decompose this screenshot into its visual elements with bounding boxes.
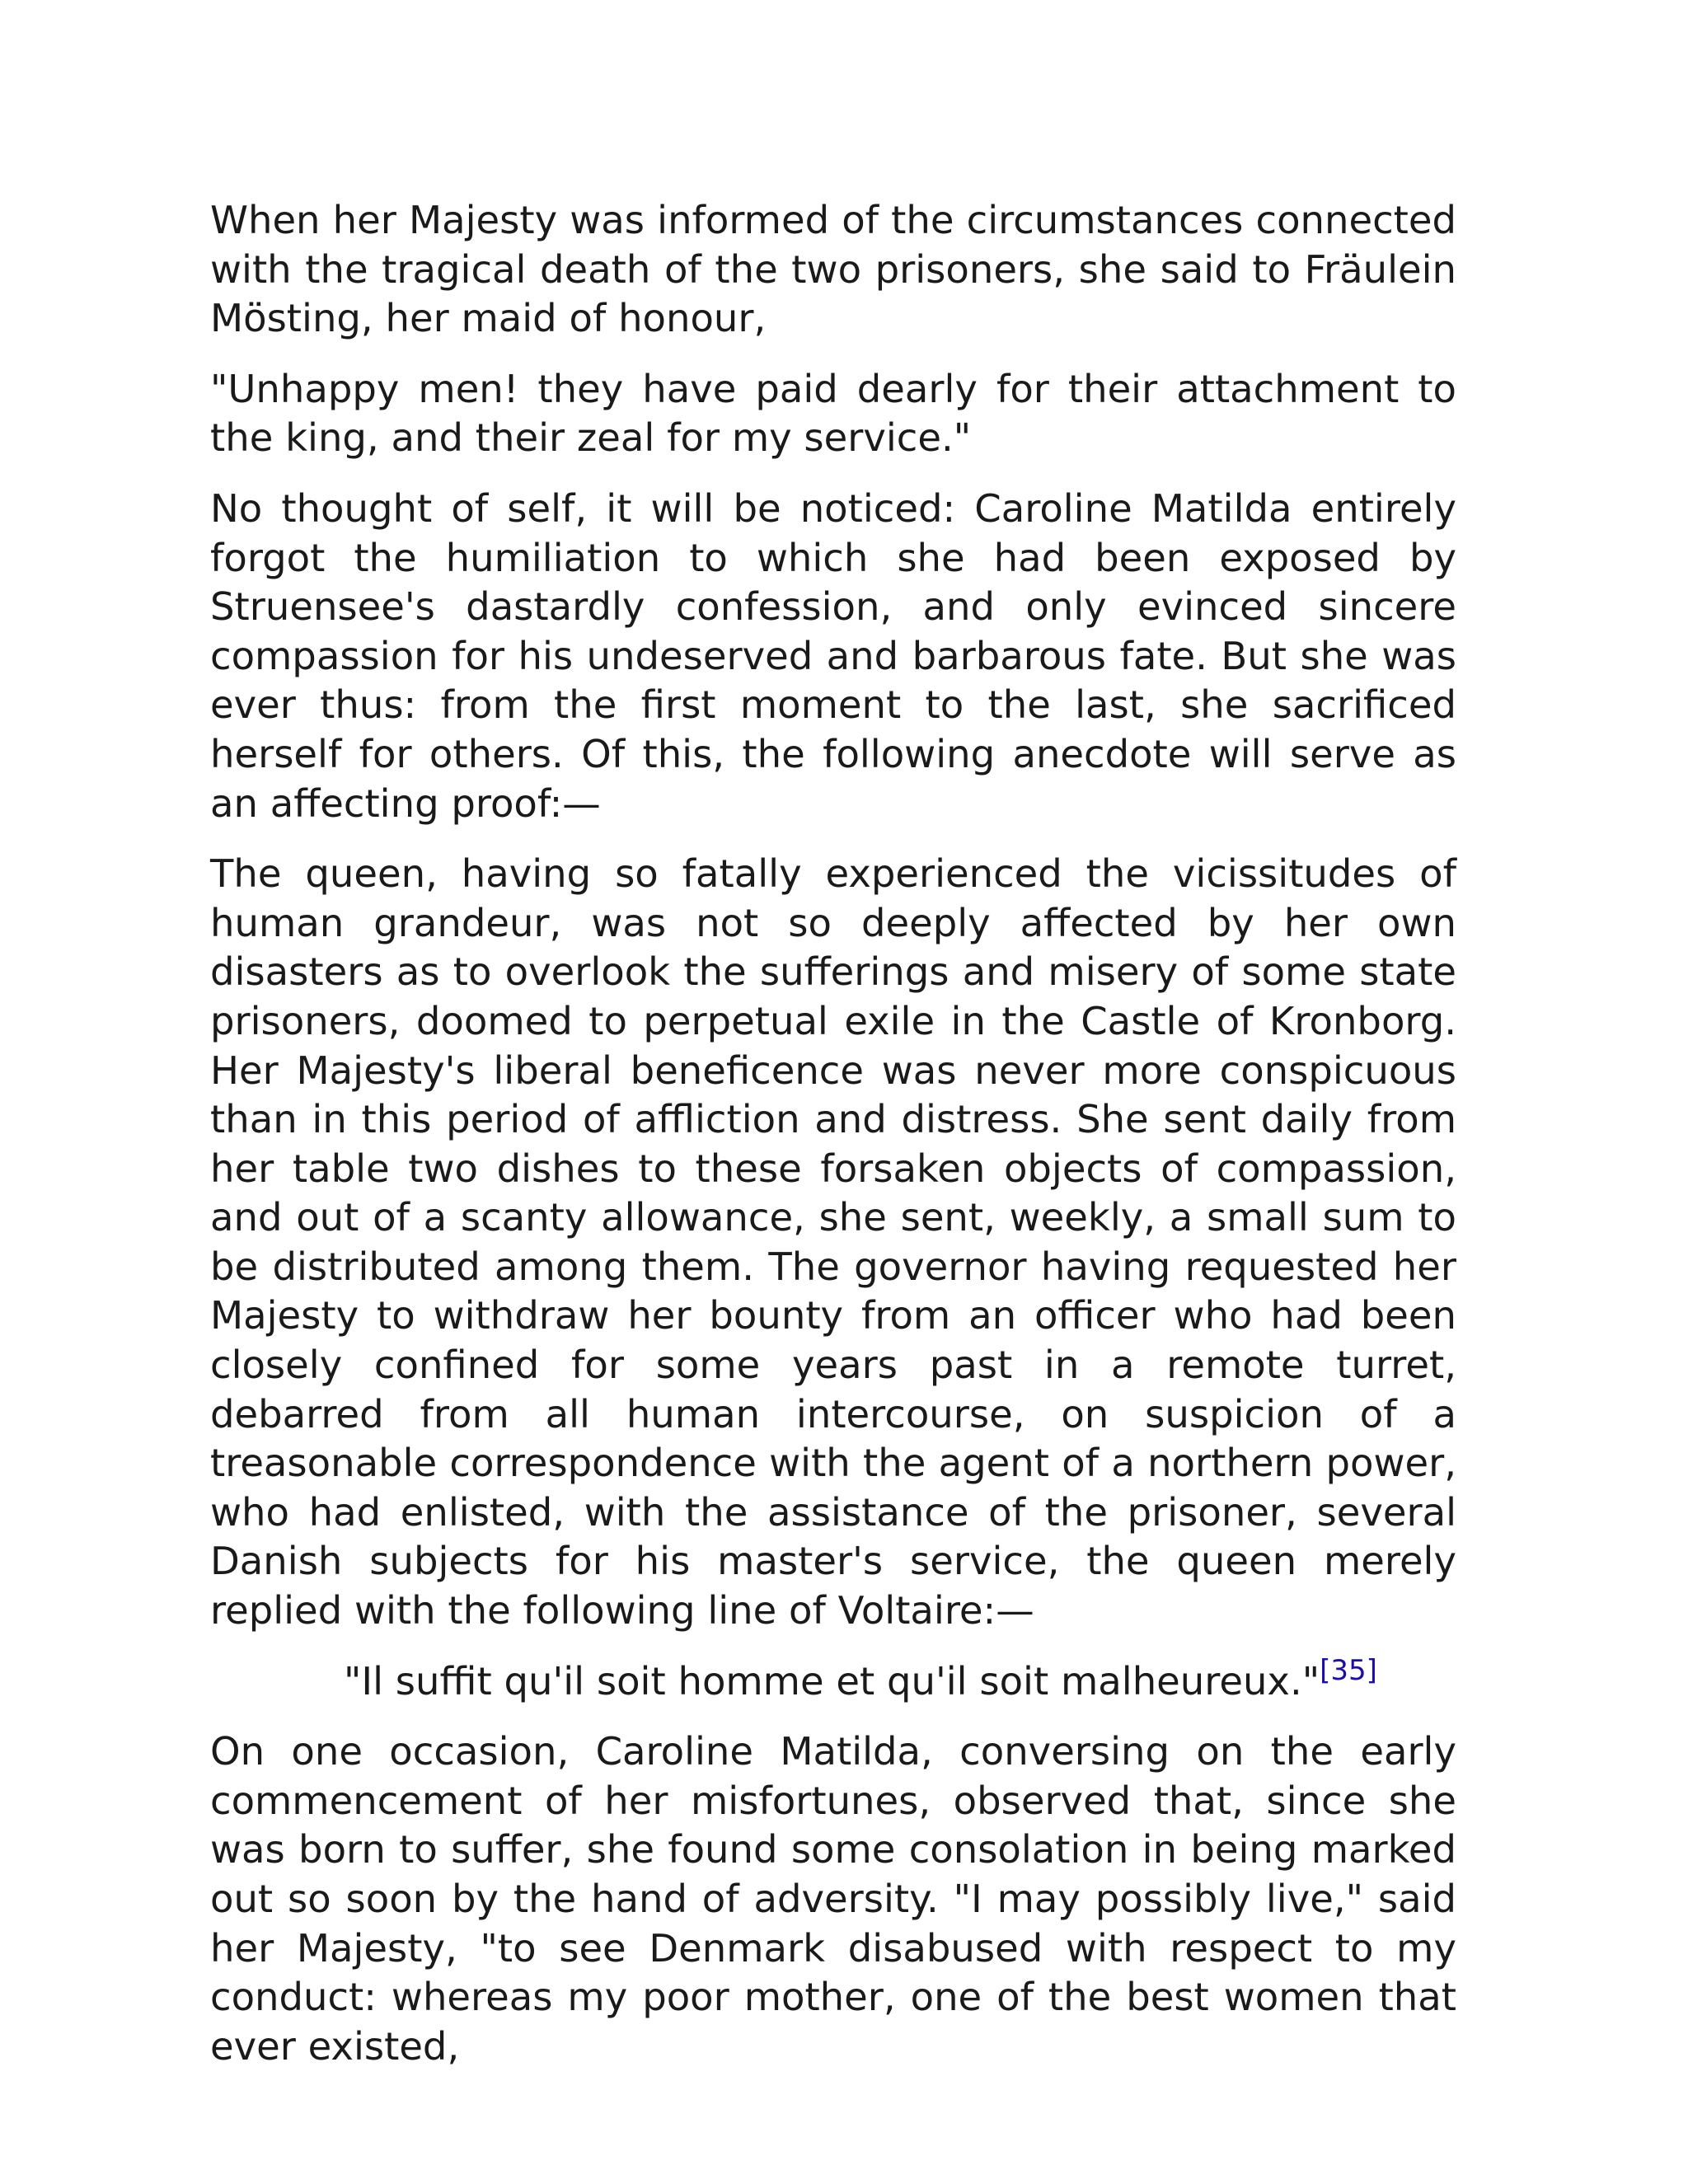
voltaire-quote-text: "Il suffit qu'il soit homme et qu'il soit malheureux." [344, 1658, 1320, 1704]
voltaire-quote [210, 1653, 1456, 1707]
paragraph-majesty-informed: When her Majesty was informed of the circumstances connected with the tragical death of the two prisoners, she said to Fräulein Mösting, her maid of honour, [210, 198, 1456, 341]
paragraph-queen-prisoners: The queen, having so fatally experienced the vicissitudes of human grandeur, was not so deeply affected by her own disasters as to overlook the sufferings and misery of some state prisoners, doomed to perpetual exile in the Castle of Kronborg. Her Majesty's liberal beneficence was never more conspicuous than in this period of affliction and distress. She sent daily from her table two dishes to these forsaken objects of compassion, and out of a scanty allowance, she sent, weekly, a small sum to be distributed among them. The governor having requested her Majesty to withdraw her bounty from an officer who had been closely confined for some years past in a remote turret, debarred from all human intercourse, on suspicion of a treasonable correspondence with the agent of a northern power, who had enlisted, with the assistance of the prisoner, several Danish subjects for his master's service, the queen merely replied with the following line of Voltaire:— [210, 851, 1456, 1633]
paragraph-unhappy-men-quote: "Unhappy men! they have paid dearly for their attachment to the king, and their zeal for my service." [210, 366, 1456, 461]
page-body [210, 196, 1456, 2093]
paragraph-no-thought-of-self: No thought of self, it will be noticed: Caroline Matilda entirely forgot the humiliation to which she had been exposed by Struensee's dastardly confession, and only evinced sincere compassion for his undeserved and barbarous fate. But she was ever thus: from the first moment to the last, she sacrificed herself for others. Of this, the following anecdote will serve as an affecting proof:— [210, 485, 1456, 826]
footnote-link-35[interactable]: [35] [1320, 1653, 1377, 1687]
paragraph-one-occasion: On one occasion, Caroline Matilda, conversing on the early commencement of her misfortunes, observed that, since she was born to suffer, she found some consolation in being marked out so soon by the hand of adversity. "I may possibly live," said her Majesty, "to see Denmark disabused with respect to my conduct: whereas my poor mother, one of the best women that ever existed, [210, 1729, 1456, 2069]
